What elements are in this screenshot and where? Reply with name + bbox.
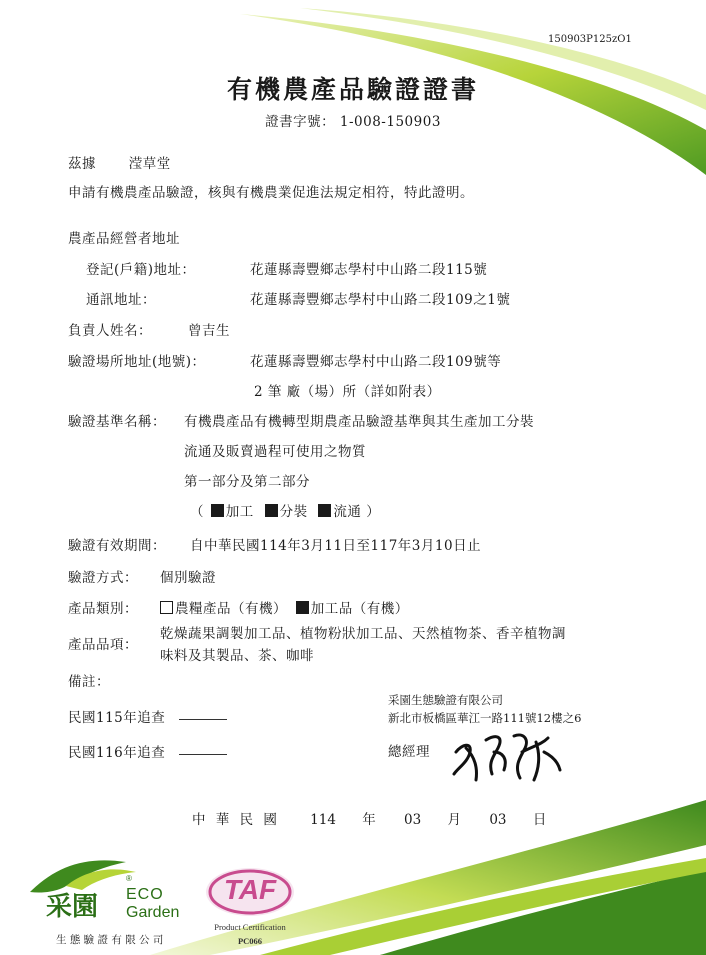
- responsible-name: 曾吉生: [188, 323, 230, 339]
- recipient-label: 茲據: [68, 156, 96, 172]
- scope-item-processing: 加工: [209, 504, 259, 520]
- items-line-1: 乾燥蔬果調製加工品、植物粉狀加工品、天然植物茶、香辛植物調: [160, 626, 566, 642]
- taf-mark: TAF: [223, 874, 277, 905]
- mailing-address-label: 通訊地址：: [86, 292, 156, 308]
- scope-item-distribution: 流通: [316, 504, 366, 520]
- remarks-label: 備註：: [68, 674, 110, 690]
- standard-line-1: 有機農產品有機轉型期農產品驗證基準與其生產加工分裝: [184, 414, 534, 430]
- items-line-2: 味料及其製品、茶、咖啡: [160, 648, 314, 664]
- taf-accreditation: [200, 866, 300, 952]
- logo-registered: ®: [126, 874, 132, 883]
- issue-date: 中 華 民 國 114 年 03 月 03 日: [192, 812, 547, 828]
- recipient-line: [68, 152, 171, 172]
- logo-company: 生 態 驗 證 有 限 公 司: [56, 934, 164, 946]
- validity-period: 自中華民國114年3月11日至117年3月10日止: [190, 538, 482, 554]
- scope-open: （: [190, 504, 204, 520]
- recipient-name: 滢草堂: [128, 156, 171, 172]
- issuer-address: 新北市板橋區華江一路111號12樓之6: [388, 711, 582, 725]
- certificate-number-value: 1-008-150903: [339, 114, 441, 130]
- taf-caption: Product Certification: [214, 922, 286, 932]
- follow-up-1-blank: [179, 719, 227, 720]
- operator-address-label: 農產品經營者地址: [68, 231, 180, 247]
- signature: [448, 722, 568, 784]
- responsible-label: 負責人姓名：: [68, 323, 152, 339]
- eco-garden-logo: [22, 856, 202, 948]
- scope-close: ）: [366, 504, 381, 520]
- category-values: [158, 597, 409, 617]
- follow-up-2: 民國116年追查: [68, 741, 227, 761]
- follow-up-2-blank: [179, 754, 227, 755]
- category-processed: 加工品（有機）: [294, 601, 409, 617]
- scope-item-packaging: 分裝: [263, 504, 313, 520]
- site-count: 2 筆 廠（場）所（詳如附表）: [254, 384, 441, 400]
- certificate-title: 有機農產品驗證證書: [226, 75, 479, 104]
- issuer-name: 采園生態驗證有限公司: [388, 693, 503, 707]
- mailing-address: 花蓮縣壽豐鄉志學村中山路二段109之1號: [250, 292, 511, 308]
- checked-box-icon: [296, 601, 309, 614]
- category-label: 產品類別：: [68, 601, 138, 617]
- logo-chinese: 采園: [46, 892, 99, 922]
- items-label: 產品品項：: [68, 637, 138, 653]
- checked-box-icon: [265, 504, 278, 517]
- statement: 申請有機農產品驗證，核與有機農業促進法規定相符，特此證明。: [68, 185, 474, 201]
- logo-garden: Garden: [126, 904, 180, 921]
- logo-eco: ECO: [126, 886, 164, 903]
- follow-up-1: 民國115年追查: [68, 706, 227, 726]
- certificate-number: [0, 110, 706, 130]
- method-label: 驗證方式：: [68, 570, 138, 586]
- standard-line-3: 第一部分及第二部分: [184, 474, 310, 490]
- certificate-number-label: 證書字號：: [265, 114, 336, 130]
- registered-address: 花蓮縣壽豐鄉志學村中山路二段115號: [250, 262, 488, 278]
- certificate-code: 150903P125zO1: [548, 34, 632, 45]
- checked-box-icon: [318, 504, 331, 517]
- general-manager-label: 總經理: [388, 744, 430, 760]
- site-address: 花蓮縣壽豐鄉志學村中山路二段109號等: [250, 354, 502, 370]
- site-label: 驗證場所地址(地號)：: [68, 354, 206, 370]
- category-agricultural: 農糧產品（有機）: [158, 601, 292, 617]
- standard-line-2: 流通及販賣過程可使用之物質: [184, 444, 366, 460]
- standard-label: 驗證基準名稱：: [68, 414, 166, 430]
- checked-box-icon: [211, 504, 224, 517]
- taf-code: PC066: [237, 936, 263, 946]
- scope-line: [190, 500, 380, 520]
- registered-address-label: 登記(戶籍)地址：: [86, 262, 196, 278]
- method-value: 個別驗證: [160, 570, 216, 586]
- unchecked-box-icon: [160, 601, 173, 614]
- validity-label: 驗證有效期間：: [68, 538, 166, 554]
